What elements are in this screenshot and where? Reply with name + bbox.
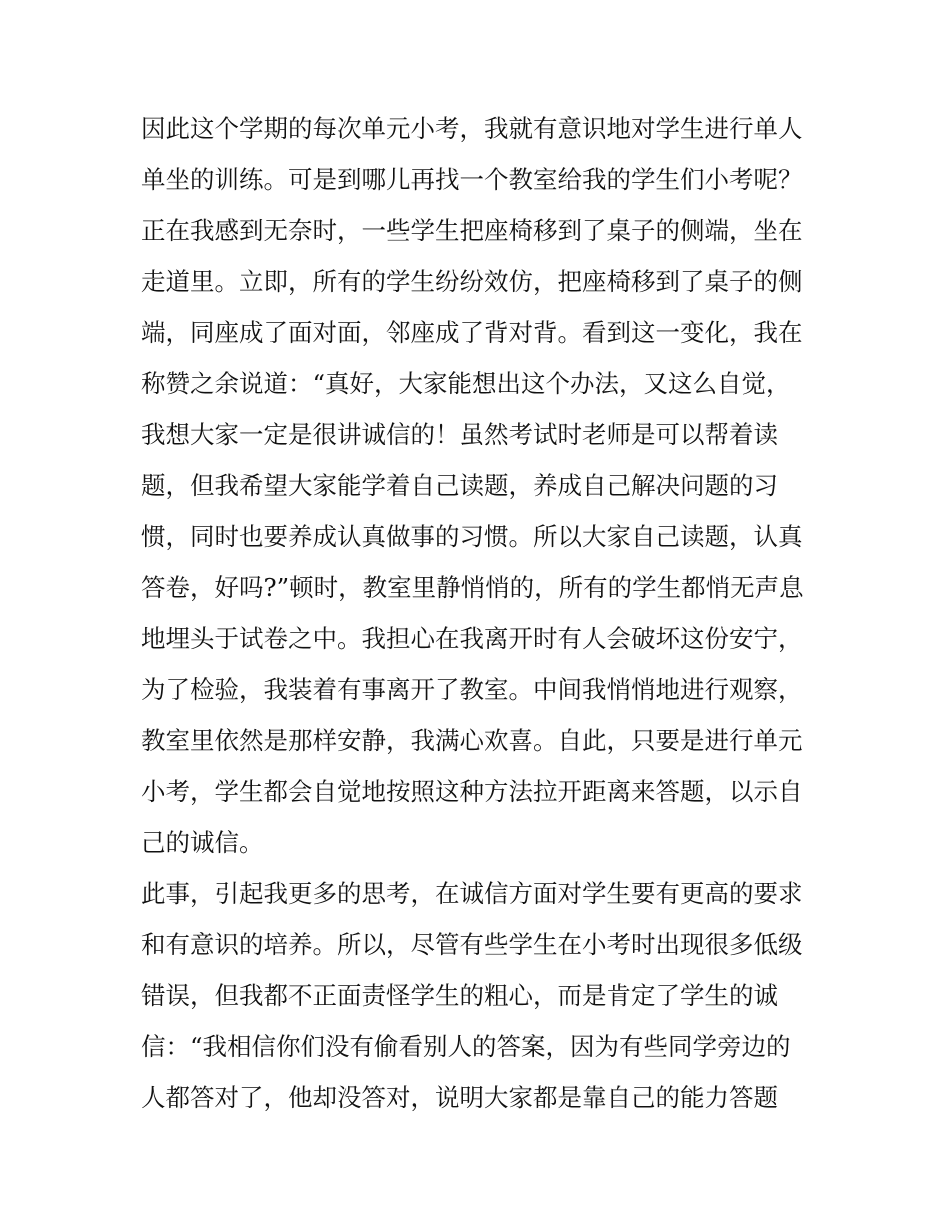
- text-line: 此事，引起我更多的思考，在诚信方面对学生要有更高的要求: [141, 879, 803, 908]
- text-line: 走道里。立即，所有的学生纷纷效仿，把座椅移到了桌子的侧: [141, 267, 803, 296]
- text-line: 单坐的训练。可是到哪儿再找一个教室给我的学生们小考呢？: [141, 165, 803, 194]
- text-line: 我想大家一定是很讲诚信的！虽然考试时老师是可以帮着读: [141, 420, 778, 449]
- text-line: 称赞之余说道：“真好，大家能想出这个办法，又这么自觉，: [141, 369, 791, 398]
- text-line: 为了检验，我装着有事离开了教室。中间我悄悄地进行观察，: [141, 675, 803, 704]
- text-line: 答卷，好吗?”顿时，教室里静悄悄的，所有的学生都悄无声息: [141, 573, 804, 602]
- text-line: 错误，但我都不正面责怪学生的粗心，而是肯定了学生的诚: [141, 981, 778, 1010]
- text-line: 和有意识的培养。所以，尽管有些学生在小考时出现很多低级: [141, 930, 803, 959]
- text-line: 端，同座成了面对面，邻座成了背对背。看到这一变化，我在: [141, 318, 803, 347]
- text-line: 人都答对了，他却没答对，说明大家都是靠自己的能力答题: [141, 1083, 778, 1112]
- text-line: 地埋头于试卷之中。我担心在我离开时有人会破坏这份安宁，: [141, 624, 803, 653]
- text-line: 信：“我相信你们没有偷看别人的答案，因为有些同学旁边的: [141, 1032, 791, 1061]
- body-text: [141, 103, 821, 1123]
- text-line: 惯，同时也要养成认真做事的习惯。所以大家自己读题，认真: [141, 522, 803, 551]
- text-line: 教室里依然是那样安静，我满心欢喜。自此，只要是进行单元: [141, 726, 803, 755]
- text-line: 题，但我希望大家能学着自己读题，养成自己解决问题的习: [141, 471, 778, 500]
- text-line: 因此这个学期的每次单元小考，我就有意识地对学生进行单人: [141, 114, 803, 143]
- text-line: 正在我感到无奈时，一些学生把座椅移到了桌子的侧端，坐在: [141, 216, 803, 245]
- text-line: 己的诚信。: [141, 828, 264, 857]
- text-line: 小考，学生都会自觉地按照这种方法拉开距离来答题，以示自: [141, 777, 803, 806]
